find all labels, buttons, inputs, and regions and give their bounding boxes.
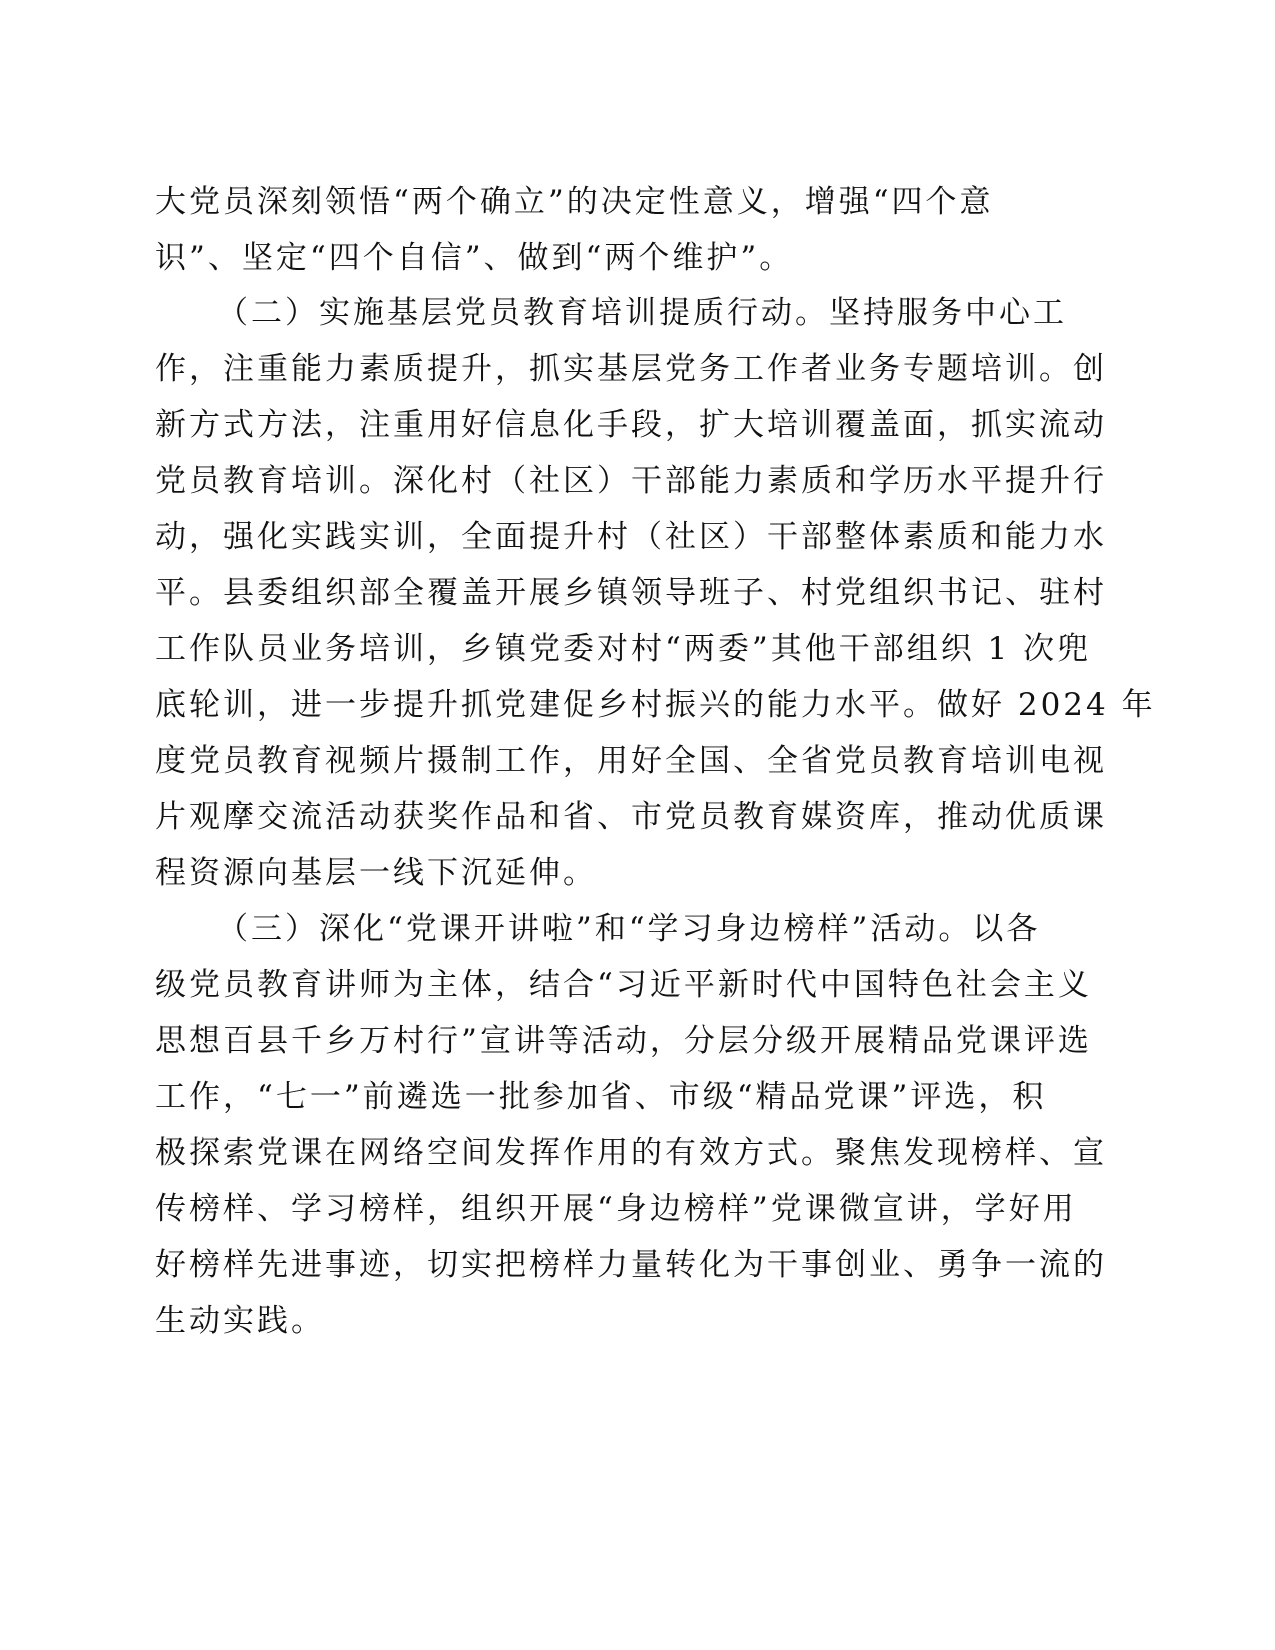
text-line: 工作队员业务培训，乡镇党委对村“两委”其他干部组织 1 次兜 [155,631,1092,667]
text-line: 思想百县千乡万村行”宣讲等活动，分层分级开展精品党课评选 [155,1023,1092,1059]
text-line: 底轮训，进一步提升抓党建促乡村振兴的能力水平。做好 2024 年 [155,687,1156,723]
text-line: 工作，“七一”前遴选一批参加省、市级“精品党课”评选，积 [155,1079,1047,1115]
text-line: 大党员深刻领悟“两个确立”的决定性意义，增强“四个意 [155,184,994,220]
text-line: 作，注重能力素质提升，抓实基层党务工作者业务专题培训。创 [155,351,1107,387]
text-line: 识”、坚定“四个自信”、做到“两个维护”。 [155,240,794,276]
text-line: 新方式方法，注重用好信息化手段，扩大培训覆盖面，抓实流动 [155,407,1107,443]
text-line: 极探索党课在网络空间发挥作用的有效方式。聚焦发现榜样、宣 [155,1135,1107,1171]
text-line: 片观摩交流活动获奖作品和省、市党员教育媒资库，推动优质课 [155,799,1107,835]
text-line: 好榜样先进事迹，切实把榜样力量转化为干事创业、勇争一流的 [155,1247,1107,1283]
text-line: 动，强化实践实训，全面提升村（社区）干部整体素质和能力水 [155,519,1107,555]
text-line: 度党员教育视频片摄制工作，用好全国、全省党员教育培训电视 [155,743,1107,779]
text-line: 平。县委组织部全覆盖开展乡镇领导班子、村党组织书记、驻村 [155,575,1107,611]
text-line: 程资源向基层一线下沉延伸。 [155,855,597,891]
text-line: 级党员教育讲师为主体，结合“习近平新时代中国特色社会主义 [155,967,1092,1003]
text-line: 生动实践。 [155,1303,325,1339]
section-heading-line: （二）实施基层党员教育培训提质行动。坚持服务中心工 [217,295,1067,331]
text-line: 传榜样、学习榜样，组织开展“身边榜样”党课微宣讲，学好用 [155,1191,1077,1227]
text-line: 党员教育培训。深化村（社区）干部能力素质和学历水平提升行 [155,463,1107,499]
section-heading-line: （三）深化“党课开讲啦”和“学习身边榜样”活动。以各 [217,911,1041,947]
